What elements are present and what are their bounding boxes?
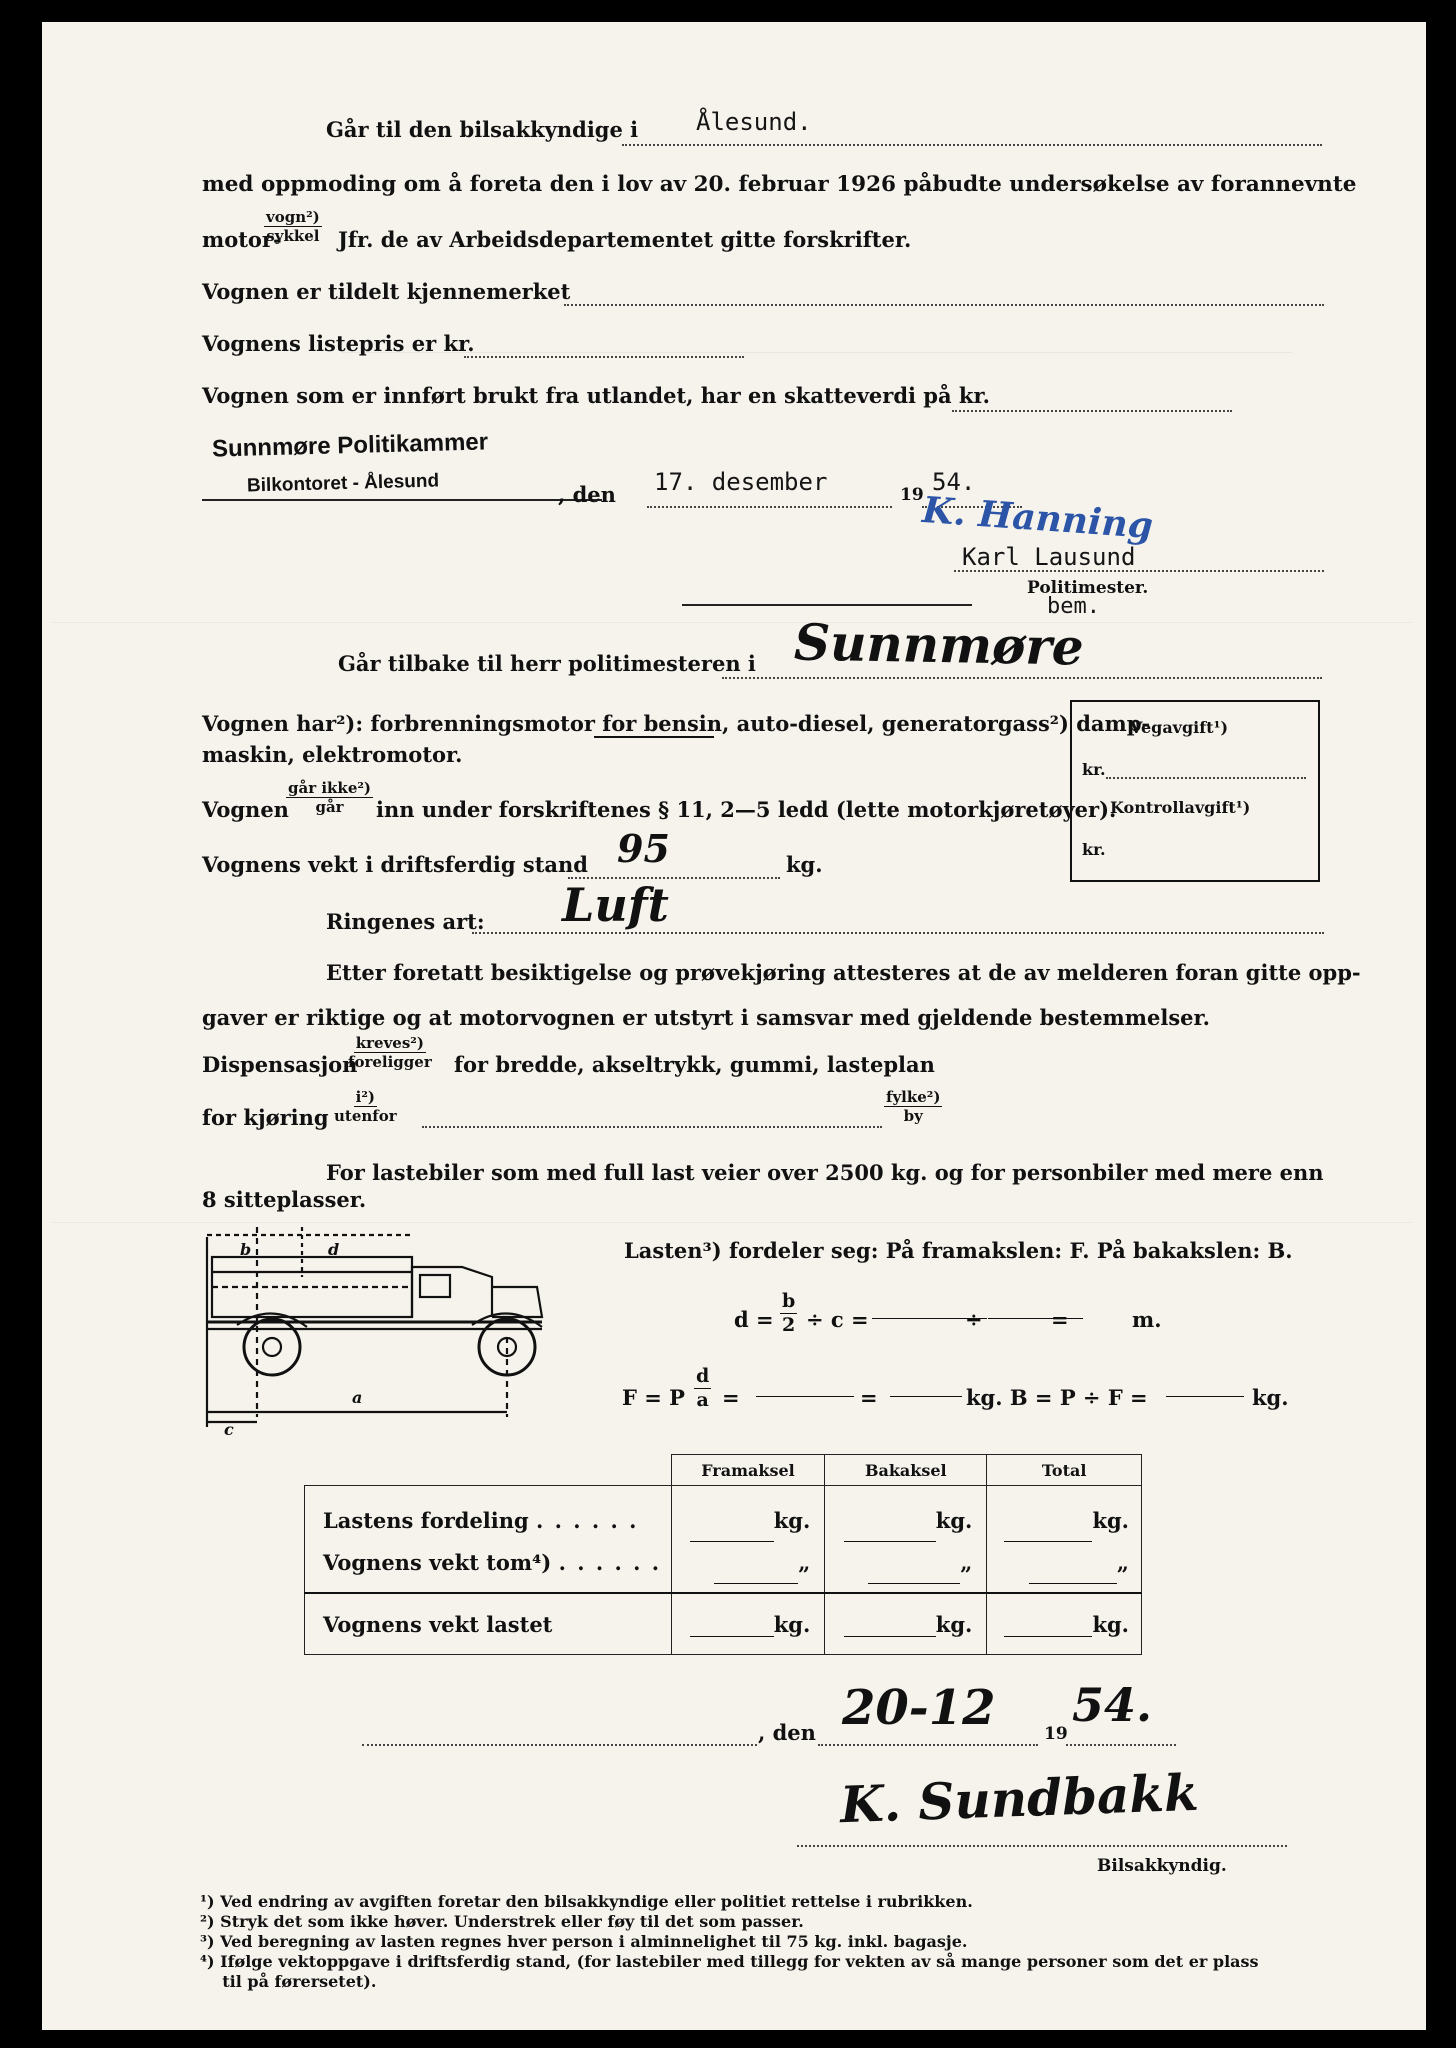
formula-d-prefix: d = [734,1307,774,1332]
formula-b-over-2 [780,1290,797,1337]
load-table-corner [305,1455,672,1486]
closing-role: Bilsakkyndig. [1097,1856,1227,1876]
bem-rule [682,604,972,606]
load-table [304,1454,1142,1655]
drive-fraction [332,1088,399,1125]
footnote-4-cont: til på førersetet). [200,1972,377,1991]
disp-prefix: Dispensasjon [202,1052,358,1077]
trucks-line1: For lastebiler som med full last veier over 2500 kg. og for personbiler med mere enn [326,1160,1324,1185]
formula-blank4 [890,1396,962,1397]
closing-year-value: 54. [1072,1678,1153,1732]
total-row2-unit: kg. [1092,1611,1129,1637]
police-abbrev: bem. [1047,594,1100,619]
motor-frac-den: sykkel [266,227,320,245]
attest-line2: gaver er riktige og at motorvognen er utstyrt i samsvar med gjeldende bestemmelser. [202,1005,1210,1030]
formula-d-mid: ÷ c = [806,1307,869,1332]
row-label-distribution [323,1500,671,1542]
list-price-label: Vognens listepris er kr. [202,331,475,356]
trucks-line2: 8 sitteplasser. [202,1187,367,1212]
police-signature: K. Hanning [920,488,1155,548]
goes-to-value: Ålesund. [696,108,812,136]
weight-unit: kg. [786,852,823,877]
formula-kg-b: kg. B = P ÷ F = [966,1385,1148,1410]
police-date-line [647,506,892,508]
rear-axle-cells [825,1486,987,1594]
front-row1-unit: „ [798,1550,811,1575]
total-row0-unit: kg. [1092,1508,1129,1533]
return-line [722,677,1322,679]
formula-fd: d [696,1365,710,1387]
diagram-label-c: c [224,1420,234,1439]
diagram-label-b: b [240,1240,252,1259]
front-row0-unit: kg. [773,1508,811,1533]
tyres-value: Luft [562,878,669,932]
formula-blank2 [988,1318,1083,1319]
disp-frac-den: foreligger [348,1053,432,1071]
front-row2 [671,1593,825,1655]
tyres-label: Ringenes art: [326,909,485,934]
formula-m: m. [1132,1307,1162,1332]
footnote-2: ²) Stryk det som ikke høver. Understrek eller føy til det som passer. [200,1912,804,1931]
drive-frac2-num: fylke²) [886,1088,941,1106]
drive-frac-den: utenfor [334,1107,397,1125]
diagram-label-a: a [352,1388,363,1407]
request-line: med oppmoding om å foreta den i lov av 20. februar 1926 påbudte undersøkelse av forannevnte [202,172,1357,197]
formula-2: 2 [782,1313,796,1336]
attest-line1: Etter foretatt besiktigelse og prøvekjøring attesteres at de av melderen foran gitte opp- [326,960,1361,985]
row1-leaders: . . . . . . [558,1550,662,1575]
row0-label: Lastens fordeling [323,1508,529,1533]
total-cells [987,1486,1142,1594]
closing-year-line [1066,1744,1176,1746]
classify-frac-num: går ikke²) [288,779,372,797]
total-row1-unit: „ [1116,1550,1129,1575]
closing-year-prefix: 19 [1044,1724,1068,1744]
road-tax-label: Vegavgift¹) [1130,718,1229,737]
total-row2 [987,1593,1142,1655]
diagram-label-d: d [328,1240,340,1259]
rear-row0-unit: kg. [935,1508,973,1533]
engine-line2: maskin, elektromotor. [202,742,463,767]
return-label: Går tilbake til herr politimesteren i [338,651,756,676]
closing-signature-line [797,1845,1287,1847]
goes-to-line [622,144,1322,146]
closing-date-value: 20-12 [842,1680,996,1736]
fees-box [1070,700,1320,882]
footnote-3: ³) Ved beregning av lasten regnes hver person i alminnelighet til 75 kg. inkl. bagasje. [200,1932,968,1951]
weight-value: 95 [617,826,670,871]
row1-label: Vognens vekt tom⁴) [323,1550,552,1575]
stamp-line1: Sunnmøre Politikammer [211,428,489,463]
drive-line [422,1126,882,1128]
registration-line [564,304,1324,306]
rear-row1-unit: „ [960,1550,973,1575]
return-value: Sunnmøre [793,612,1085,677]
rear-row2 [825,1593,987,1655]
road-tax-kr: kr. [1082,760,1106,779]
load-table-header [305,1455,1142,1486]
motor-prefix: motor- [202,227,282,252]
goes-to-label: Går til den bilsakkyndige i [326,117,639,142]
drive-frac2-den: by [903,1107,923,1125]
front-row2-unit: kg. [773,1611,811,1637]
front-axle-cells [671,1486,825,1594]
truck-diagram [202,1217,642,1457]
stamp-line2: Bilkontoret - Ålesund [246,470,440,497]
drive-frac-num: i²) [355,1088,376,1106]
rear-row1 [825,1542,972,1584]
engine-underline [594,736,714,738]
police-signature-line [954,570,1324,572]
table-row [305,1593,1142,1655]
formula-div: ÷ [965,1307,983,1332]
front-row1 [672,1542,811,1584]
tyres-line [472,932,1324,934]
police-title: Politimester. [1027,578,1149,598]
rear-row0 [825,1500,972,1542]
motor-suffix: Jfr. de av Arbeidsdepartementet gitte forskrifter. [338,227,912,252]
footnote-4: ⁴) Ifølge vektoppgave i driftsferdig stand, (for lastebiler med tillegg for vekten av så mange personer som det er plass [200,1952,1259,1971]
formula-fa: a [696,1388,709,1411]
row2-label: Vognens vekt lastet [323,1611,553,1637]
import-value-line [952,410,1232,412]
row-label-empty-weight [323,1542,671,1584]
police-year-prefix: 19 [900,485,924,505]
footnote-1: ¹) Ved endring av avgiften foretar den bilsakkyndige eller politiet rettelse i rubrikken. [200,1892,973,1911]
formula-f-prefix: F = P [622,1385,685,1410]
form-page [42,22,1426,2030]
formula-blank3 [756,1396,854,1397]
police-date-prefix: , den [558,482,616,507]
load-line: Lasten³) fordeler seg: På framakslen: F. På bakakslen: B. [624,1238,1293,1263]
engine-line1: Vognen har²): forbrenningsmotor for bensin, auto-diesel, generatorgass²) damp- [202,711,1151,736]
registration-label: Vognen er tildelt kjennemerket [202,279,571,304]
road-tax-line [1106,777,1306,779]
formula-d-over-a [694,1365,711,1412]
formula-b: b [782,1290,796,1312]
list-price-line [464,356,744,358]
police-date-value: 17. desember [654,468,828,496]
closing-signature: K. Sundbakk [839,1762,1200,1835]
classify-frac-den: går [315,798,344,816]
rear-row2-unit: kg. [935,1611,973,1637]
row-label-loaded-weight [305,1593,672,1655]
disp-fraction [346,1034,434,1071]
motor-frac-num: vogn²) [266,208,320,226]
classify-fraction [286,779,373,816]
table-row [305,1486,1142,1594]
drive-prefix: for kjøring [202,1105,329,1130]
control-fee-label: Kontrollavgift¹) [1110,798,1251,817]
closing-place-line [362,1744,757,1746]
formula-f-eq2: = [860,1385,878,1410]
drive-fraction2 [884,1088,942,1125]
front-row0 [672,1500,811,1542]
weight-label: Vognens vekt i driftsferdig stand [202,852,588,877]
control-fee-kr: kr. [1082,840,1106,859]
total-row0 [987,1500,1129,1542]
formula-f-eq1: = [722,1385,740,1410]
police-typed-name: Karl Lausund [962,543,1136,571]
disp-frac-num: kreves²) [355,1034,424,1052]
closing-date-prefix: , den [758,1720,816,1745]
classify-prefix: Vognen [202,797,289,822]
closing-date-line [818,1744,1038,1746]
formula-kg-end: kg. [1252,1385,1289,1410]
motor-fraction [264,208,322,245]
header-total: Total [987,1455,1142,1486]
stamp-underline [202,499,602,501]
formula-eq: = [1051,1307,1069,1332]
disp-suffix: for bredde, akseltrykk, gummi, lasteplan [454,1052,935,1077]
header-front-axle: Framaksel [671,1455,825,1486]
total-row1 [987,1542,1129,1584]
police-year-value: 54. [932,468,976,496]
header-rear-axle: Bakaksel [825,1455,987,1486]
classify-suffix: inn under forskriftenes § 11, 2—5 ledd (lette motorkjøretøyer). [376,797,1117,822]
import-value-label: Vognen som er innført brukt fra utlandet, har en skatteverdi på kr. [202,383,990,408]
row0-leaders: . . . . . . [536,1508,639,1533]
formula-blank5 [1166,1396,1244,1397]
row-labels-group [305,1486,672,1594]
